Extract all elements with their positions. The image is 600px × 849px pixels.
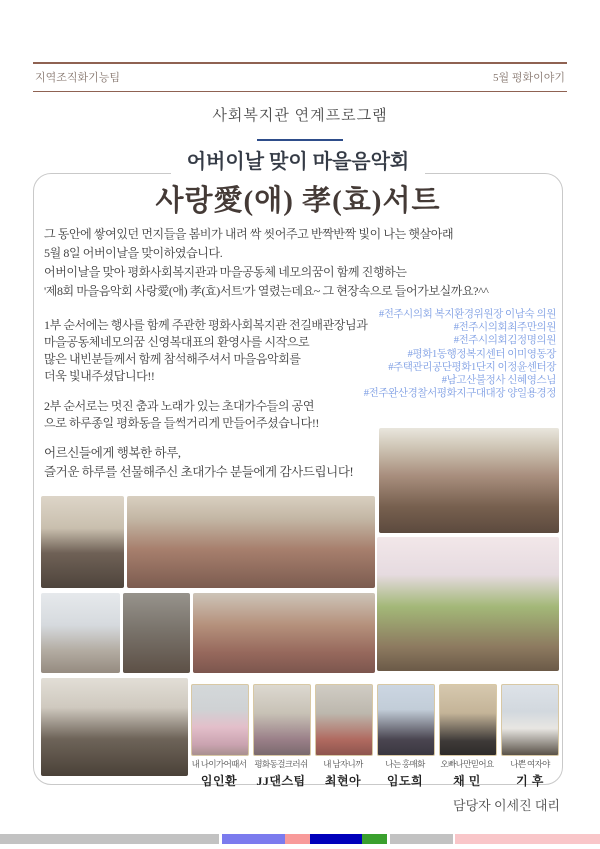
- masthead: [33, 62, 567, 92]
- team-label: 지역조직화기능팀: [35, 72, 121, 84]
- photo-hall-crowd: [41, 678, 188, 776]
- photo-director-remarks: [41, 593, 120, 673]
- photo-performer-3: [315, 684, 373, 756]
- bar-segment-green: [362, 834, 387, 844]
- event-title: 사랑愛(애) 孝(효)서트: [155, 185, 441, 217]
- text-line: 5월 8일 어버이날을 맞이하였습니다.: [44, 246, 223, 260]
- song-title: 내 남자니까: [323, 759, 363, 769]
- performer-name: 기 후: [516, 774, 544, 788]
- event-subtitle: 어버이날 맞이 마을음악회: [34, 149, 562, 175]
- photo-seniors-closeup: [193, 593, 375, 673]
- photo-audience-rear-view: [123, 593, 190, 673]
- photo-audience-clapping: [379, 428, 559, 533]
- photo-host-speech: [41, 496, 124, 588]
- photo-performer-5: [439, 684, 497, 756]
- footer-color-bar: [0, 834, 600, 844]
- text-line: 더욱 빛내주셨답니다!!: [44, 369, 155, 383]
- photo-performer-4: [377, 684, 435, 756]
- guest-hashtag: #전주시의회김정명의원: [453, 335, 556, 347]
- photo-collage: [41, 424, 559, 788]
- bar-segment-gray: [0, 834, 219, 844]
- intro-paragraph: [44, 225, 489, 301]
- text-line: '제8회 마을음악회 사랑愛(애) 孝(효)서트'가 열렸는데요~ 그 현장속으로 들어가보실까요?^^: [44, 284, 489, 298]
- text-line: 2부 순서로는 멋진 춤과 노래가 있는 초대가수들의 공연: [44, 399, 315, 413]
- issue-label: 5월 평화이야기: [492, 72, 565, 84]
- performer-name: JJ댄스팀: [256, 774, 306, 788]
- text-line: 마을공동체네모의꿈 신영복대표의 환영사를 시작으로: [44, 335, 310, 349]
- guest-hashtag-list: [364, 308, 556, 400]
- song-title: 평화동걸크러쉬: [254, 759, 308, 769]
- text-line: 으로 하루종일 평화동을 들썩거리게 만들어주셨습니다!!: [44, 416, 320, 430]
- guest-hashtag: #전주시의회최주만의원: [453, 322, 556, 334]
- text-line: 1부 순서에는 행사를 함께 주관한 평화사회복지관 전길배관장님과: [44, 318, 368, 332]
- performer-name: 임도희: [386, 774, 424, 788]
- bar-segment-periwinkle: [222, 834, 285, 844]
- text-line: 많은 내빈분들께서 함께 참석해주셔서 마을음악회를: [44, 352, 301, 366]
- photo-group-with-banner: [377, 537, 559, 671]
- guest-hashtag: #전주시의회 복지환경위원장 이남숙 의원: [378, 309, 556, 320]
- bar-segment-blue: [310, 834, 362, 844]
- performer-caption: [492, 758, 568, 789]
- program-description-paragraph: [44, 317, 367, 432]
- guest-hashtag: #평화1동행정복지센터 이미영동장: [407, 348, 556, 360]
- photo-performer-2: [253, 684, 311, 756]
- guest-hashtag: #주택관리공단평화1단지 이정윤센터장: [388, 361, 556, 373]
- photo-performer-1: [191, 684, 249, 756]
- song-title: 나는 홍매화: [385, 759, 425, 769]
- photo-audience-dancing: [127, 496, 375, 588]
- performer-name: 임인환: [200, 774, 238, 788]
- text-line: 즐거운 하루를 선물해주신 초대가수 분들에게 감사드립니다!: [44, 465, 354, 479]
- manager-credit: 담당자 이세진 대리: [453, 798, 560, 813]
- song-title: 오빠나만믿어요: [440, 759, 494, 769]
- program-label: 사회복지관 연계프로그램: [212, 108, 388, 124]
- guest-hashtag: #전주완산경찰서평화지구대대장 양일용경정: [363, 388, 556, 400]
- event-card: [33, 151, 563, 788]
- title-underline: [257, 139, 343, 141]
- bar-segment-pink: [455, 834, 600, 844]
- text-line: 그 동안에 쌓여있던 먼지들을 봄비가 내려 싹 씻어주고 반짝반짝 빛이 나는 햇살아래: [44, 227, 454, 241]
- performer-name: 최현아: [324, 774, 362, 788]
- performer-name: 채 민: [453, 774, 481, 788]
- song-title: 내 나이가어때서: [191, 759, 247, 769]
- text-line: 어르신들에게 행복한 하루,: [44, 446, 181, 460]
- song-title: 나쁜 여자야: [510, 759, 550, 769]
- bar-segment-salmon: [285, 834, 310, 844]
- photo-performer-6: [501, 684, 559, 756]
- guest-hashtag: #남고산불정사 신혜영스님: [441, 375, 556, 387]
- text-line: 어버이날을 맞아 평화사회복지관과 마을공동체 네모의꿈이 함께 진행하는: [44, 265, 407, 279]
- bar-segment-gray: [390, 834, 453, 844]
